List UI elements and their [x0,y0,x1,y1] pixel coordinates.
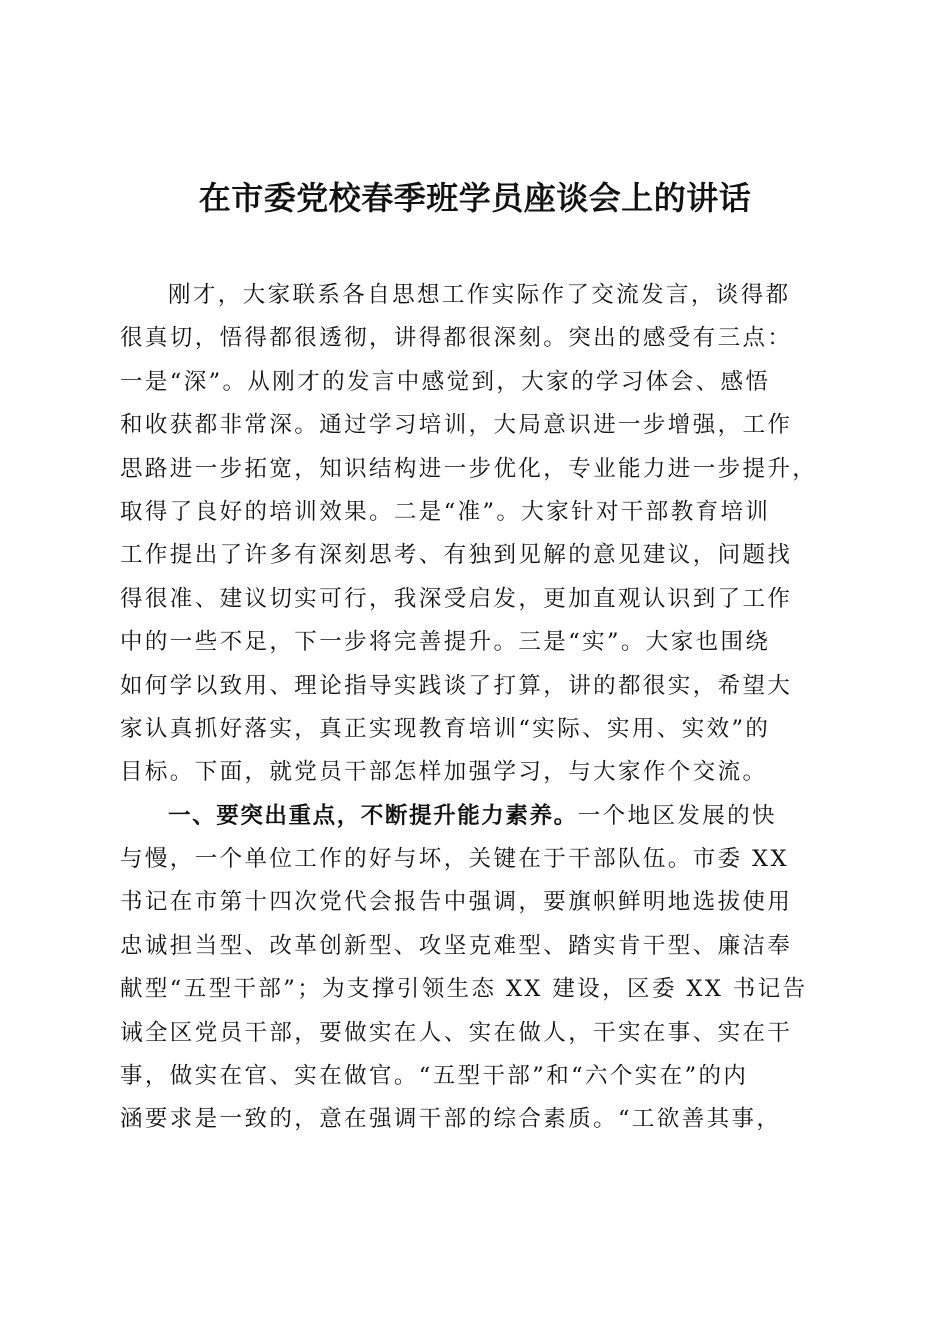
text-line: 中的一些不足，下一步将完善提升。三是“实”。大家也围绕 [120,629,771,656]
text-line: 目标。下面，就党员干部怎样加强学习，与大家作个交流。 [120,759,768,786]
text-line: 一是“深”。从刚才的发言中感觉到，大家的学习体会、感悟 [120,368,771,395]
text-line [120,795,832,838]
document-title: 在市委党校春季班学员座谈会上的讲话 [198,179,752,217]
text-line: 献型“五型干部”；为支撑引领生态 XX 建设，区委 XX 书记告 [120,976,808,1003]
document-body [120,274,832,1142]
text-line: 很真切，悟得都很透彻，讲得都很深刻。突出的感受有三点： [120,325,793,352]
section-first-line-text: 一个地区发展的快 [577,802,777,829]
text-line: 取得了良好的培训效果。二是“准”。大家针对干部教育培训 [120,498,771,525]
paragraph-intro [120,274,832,795]
text-line: 如何学以致用、理论指导实践谈了打算，讲的都很实，希望大 [120,672,793,699]
text-line: 得很准、建议切实可行，我深受启发，更加直观认识到了工作 [120,585,793,612]
paragraph-section-1 [120,795,832,1142]
section-heading: 一、要突出重点，不断提升能力素养。 [168,802,578,829]
text-line: 家认真抓好落实，真正实现教育培训“实际、实用、实效”的 [120,715,771,742]
text-line: 与慢，一个单位工作的好与坏，关键在于干部队伍。市委 XX [120,846,789,873]
text-line: 刚才，大家联系各自思想工作实际作了交流发言，谈得都 [168,282,791,308]
text-line: 事，做实在官、实在做官。“五型干部”和“六个实在”的内 [120,1063,749,1090]
text-line: 和收获都非常深。通过学习培训，大局意识进一步增强，工作 [120,412,793,439]
text-line: 书记在市第十四次党代会报告中强调，要旗帜鲜明地选拔使用 [120,889,793,916]
text-line: 诫全区党员干部，要做实在人、实在做人，干实在事、实在干 [120,1019,793,1046]
text-line: 工作提出了许多有深刻思考、有独到见解的意见建议，问题找 [120,542,793,569]
text-line: 思路进一步拓宽，知识结构进一步优化，专业能力进一步提升， [120,455,818,482]
text-line: 涵要求是一致的，意在强调干部的综合素质。“工欲善其事， [120,1106,782,1133]
text-line: 忠诚担当型、改革创新型、攻坚克难型、踏实肯干型、廉洁奉 [120,932,793,959]
